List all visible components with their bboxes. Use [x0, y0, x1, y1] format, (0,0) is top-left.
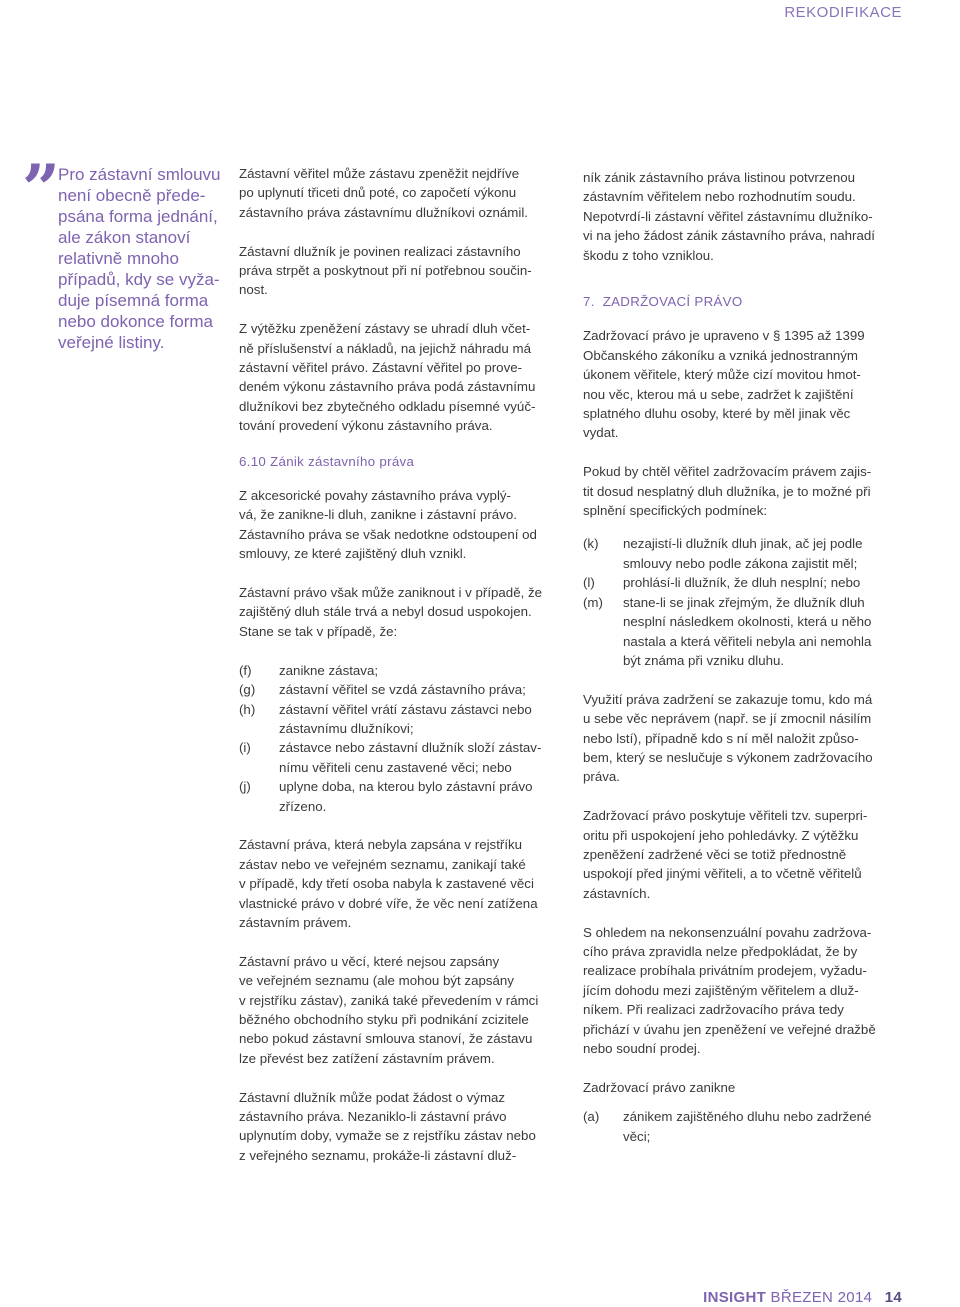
text-line: Využití práva zadržení se zakazuje tomu, kdo má — [583, 691, 873, 707]
text-line: Zástavní věřitel může zástavu zpeněžit nejdříve — [239, 166, 520, 181]
text-line: zástavních. — [583, 885, 651, 901]
text-line: Zadržovací právo je upraveno v § 1395 až 1399 — [583, 328, 865, 344]
text-line: ale zákon stanoví — [58, 228, 191, 247]
text-line: duje písemná forma — [58, 291, 209, 310]
text-line: zanikne zástava; — [279, 662, 379, 678]
text-line: Pro zástavní smlouvu — [58, 165, 221, 184]
heading-number: 7. — [583, 294, 595, 310]
list-marker: (h) — [239, 701, 256, 717]
text-line: ve veřejném seznamu (ale mohou být zapsány — [239, 973, 514, 989]
text-line: Zadržovací právo zanikne — [583, 1079, 736, 1095]
text-line: zástavní věřitel vrátí zástavu zástavci nebo — [279, 701, 532, 717]
text-line: Zástavní dlužník může podat žádost o výmaz — [239, 1089, 506, 1105]
text-line: zpeněžení zadržené věci se totiž přednostně — [583, 846, 847, 862]
text-line: Zástavní dlužník je povinen realizaci zástavního — [239, 243, 521, 259]
text-line: Občanského zákoníku a vzniká jednostranným — [583, 347, 858, 363]
text-line: smlouvy, ze které zajištěný dluh vznikl. — [239, 546, 467, 562]
text-line: vá, že zanikne-li dluh, zanikne i zástavní právo. — [239, 507, 517, 523]
text-line: nost. — [239, 282, 268, 298]
text-line: cího práva zpravidla nelze předpokládat, že by — [583, 943, 858, 959]
text-line: zajištěný dluh stále trvá a nebyl dosud uspokojen. — [239, 604, 532, 620]
text-line: nastala a která věřiteli nebyla ani nemohla — [623, 633, 872, 649]
text-line: vydat. — [583, 425, 619, 441]
text-line: uspokojí před jinými věřiteli, a to včetně věřitelů — [583, 866, 862, 882]
text-line: zástav nebo ve veřejném seznamu, zanikají také — [239, 856, 526, 872]
list-item-text — [279, 700, 532, 739]
text-line: přichází v úvahu jen zpeněžení ve veřejné dražbě — [583, 1021, 876, 1037]
paragraph — [583, 806, 913, 903]
text-line: práva. — [583, 769, 620, 785]
text-line: prohlásí-li dlužník, že dluh nesplní; nebo — [623, 575, 861, 591]
paragraph — [583, 1078, 913, 1097]
text-line: úkonem věřitele, který může cizí movitou hmot- — [583, 367, 861, 383]
list-marker: (k) — [583, 536, 599, 552]
paragraph — [239, 319, 575, 435]
page-footer — [703, 1289, 902, 1306]
section-heading — [583, 292, 913, 311]
text-line: ně příslušenství a nákladů, na jejichž náhradu má — [239, 340, 531, 356]
text-line: Nepotvrdí-li zástavní věřitel zástavnímu dlužníko- — [583, 208, 873, 224]
text-line: věci; — [623, 1128, 651, 1144]
text-line: být známa při vzniku dluhu. — [623, 652, 785, 668]
text-line: Stane se tak v případě, že: — [239, 623, 398, 639]
condition-list — [583, 1107, 913, 1146]
text-line: zřízeno. — [279, 798, 327, 814]
magazine-name: INSIGHT — [703, 1289, 767, 1306]
paragraph — [583, 690, 913, 787]
paragraph — [583, 923, 913, 1059]
text-line: zástavního práva zástavnímu dlužníkovi oznámil. — [239, 204, 528, 220]
paragraph — [239, 835, 575, 932]
text-line: uplyne doba, na kterou bylo zástavní právo — [279, 779, 533, 795]
text-line: splatného dluhu osoby, které by měl jinak věc — [583, 406, 851, 422]
list-item — [239, 700, 575, 739]
text-line: nou věc, kterou má u sebe, zadržet k zajištění — [583, 386, 854, 402]
paragraph — [239, 1088, 575, 1166]
text-line: oritu při uspokojení jeho pohledávky. Z výtěžku — [583, 827, 859, 843]
text-line: splnění specifických podmínek: — [583, 503, 768, 519]
condition-list — [583, 534, 913, 670]
condition-list — [239, 661, 575, 816]
text-line: Zadržovací právo poskytuje věřiteli tzv. superpri- — [583, 808, 868, 824]
list-marker: (l) — [583, 575, 595, 591]
page-number: 14 — [884, 1289, 902, 1306]
list-item-text — [623, 573, 860, 592]
text-line: nebo lstí), případně kdo s ní měl naložit způso- — [583, 730, 859, 746]
list-item-text — [623, 593, 871, 671]
text-line: Z akcesorické povahy zástavního práva vyplý- — [239, 488, 511, 504]
list-item-text — [279, 661, 378, 680]
text-line: vlastnické právo v dobré víře, že věc není zatížena — [239, 895, 538, 911]
text-line: zástavnímu dlužníkovi; — [279, 720, 414, 736]
text-line: ník zánik zástavního práva listinou potvrzenou — [583, 170, 856, 185]
text-line: Pokud by chtěl věřitel zadržovacím právem zajis- — [583, 464, 872, 480]
paragraph — [239, 242, 575, 300]
paragraph — [583, 168, 913, 265]
right-column — [583, 168, 913, 1165]
text-line: dlužníkovi bez zbytečného odkladu písemné vyúč- — [239, 398, 536, 414]
text-line: po uplynutí třiceti dnů poté, co započetí výkonu — [239, 185, 517, 201]
text-line: lze převést bez zatížení zástavním právem. — [239, 1050, 495, 1066]
middle-column — [239, 164, 575, 1185]
heading-number: 6.10 — [239, 453, 267, 469]
text-line: Zástavní právo však může zaniknout i v případě, že — [239, 585, 543, 601]
list-marker: (m) — [583, 594, 603, 610]
paragraph — [583, 326, 913, 442]
list-item — [239, 680, 575, 699]
list-item — [583, 534, 913, 573]
text-line: bem, který se neslučuje s výkonem zadržovacího — [583, 749, 873, 765]
text-line: tit dosud nesplatný dluh dlužníka, je to možné při — [583, 483, 871, 499]
text-line: nímu věřiteli cenu zastavené věci; nebo — [279, 759, 512, 775]
heading-text: ZADRŽOVACÍ PRÁVO — [602, 294, 743, 310]
text-line: Zástavní práva, která nebyla zapsána v rejstříku — [239, 837, 523, 853]
text-line: smlouvy nebo podle zákona zajistit měl; — [623, 555, 858, 571]
text-line: zástavce nebo zástavní dlužník složí zástav- — [279, 740, 542, 756]
text-line: realizace probíhala privátním prodejem, vyžadu- — [583, 963, 867, 979]
paragraph — [239, 952, 575, 1068]
text-line: psána forma jednání, — [58, 207, 218, 226]
paragraph — [239, 486, 575, 564]
pullquote — [58, 164, 228, 353]
text-line: nesplní následkem okolnosti, která u něho — [623, 614, 872, 630]
list-item — [239, 738, 575, 777]
text-line: zástavní věřitel se vzdá zástavního práva; — [279, 682, 526, 698]
list-item-text — [623, 1107, 871, 1146]
list-item — [239, 777, 575, 816]
list-item-text — [279, 777, 533, 816]
text-line: relativně mnoho — [58, 249, 179, 268]
text-line: tování provedení výkonu zástavního práva. — [239, 418, 493, 434]
list-item-text — [279, 680, 526, 699]
text-line: práva strpět a poskytnout při ní potřebnou součin- — [239, 263, 532, 279]
text-line: zástavního práva. Nezaniklo-li zástavní právo — [239, 1108, 507, 1124]
text-line: případů, kdy se vyža- — [58, 270, 220, 289]
text-line: vi na jeho žádost zánik zástavního práva, nahradí — [583, 228, 875, 244]
list-marker: (f) — [239, 662, 252, 678]
text-line: stane-li se jinak zřejmým, že dlužník dluh — [623, 594, 865, 610]
list-item — [239, 661, 575, 680]
text-line: uplynutím doby, vymaže se z rejstříku zástav nebo — [239, 1128, 536, 1144]
list-item-text — [279, 738, 541, 777]
quote-mark-icon: ” — [22, 150, 60, 228]
text-line: Z výtěžku zpeněžení zástavy se uhradí dluh včet- — [239, 321, 531, 337]
text-line: nezajistí-li dlužník dluh jinak, ač jej podle — [623, 536, 863, 552]
text-line: zástavním právem. — [239, 914, 352, 930]
list-marker: (i) — [239, 740, 251, 756]
paragraph — [583, 462, 913, 520]
text-line: u sebe věc neprávem (např. se jí zmocnil násilím — [583, 711, 872, 727]
list-marker: (a) — [583, 1109, 600, 1125]
list-item — [583, 573, 913, 592]
text-line: Zástavní právo u věcí, které nejsou zapsány — [239, 953, 500, 969]
text-line: Zástavního práva se však nedotkne odstoupení od — [239, 526, 537, 542]
text-line: běžného obchodního styku při podnikání zcizitele — [239, 1011, 529, 1027]
text-line: z veřejného seznamu, prokáže-li zástavní dluž- — [239, 1147, 517, 1163]
text-line: nebo pokud zástavní smlouva stanoví, že zástavu — [239, 1031, 533, 1047]
section-label: REKODIFIKACE — [784, 4, 902, 21]
text-line: nebo dokonce forma — [58, 312, 213, 331]
text-line: nebo soudní prodej. — [583, 1041, 701, 1056]
issue-date: BŘEZEN 2014 — [770, 1289, 873, 1306]
paragraph — [239, 164, 575, 222]
list-marker: (g) — [239, 682, 256, 698]
text-line: veřejné listiny. — [58, 333, 165, 352]
text-line: níkem. Při realizaci zadržovacího práva tedy — [583, 1002, 844, 1018]
text-line: škodu z toho vzniklou. — [583, 247, 714, 263]
text-line: v případě, kdy třetí osoba nabyla k zastavené věci — [239, 876, 534, 892]
list-item — [583, 1107, 913, 1146]
paragraph — [239, 583, 575, 641]
list-item-text — [623, 534, 862, 573]
text-line: není obecně přede- — [58, 186, 206, 205]
heading-text: Zánik zástavního práva — [270, 453, 415, 469]
text-line: zástavním věřitelem nebo rozhodnutím soudu. — [583, 189, 856, 205]
text-line: zástavní věřitel právo. Zástavní věřitel po prove- — [239, 360, 523, 376]
section-heading — [239, 452, 575, 471]
text-line: v rejstříku zástav), zaniká také převedením v rámci — [239, 992, 539, 1008]
text-line: jícím dohodu mezi zajištěným věřitelem a dluž- — [583, 982, 859, 998]
text-line: S ohledem na nekonsenzuální povahu zadržova- — [583, 924, 872, 940]
text-line: deném výkonu zástavního práva podá zástavnímu — [239, 379, 536, 395]
list-item — [583, 593, 913, 671]
list-marker: (j) — [239, 779, 251, 795]
text-line: zánikem zajištěného dluhu nebo zadržené — [623, 1109, 872, 1125]
